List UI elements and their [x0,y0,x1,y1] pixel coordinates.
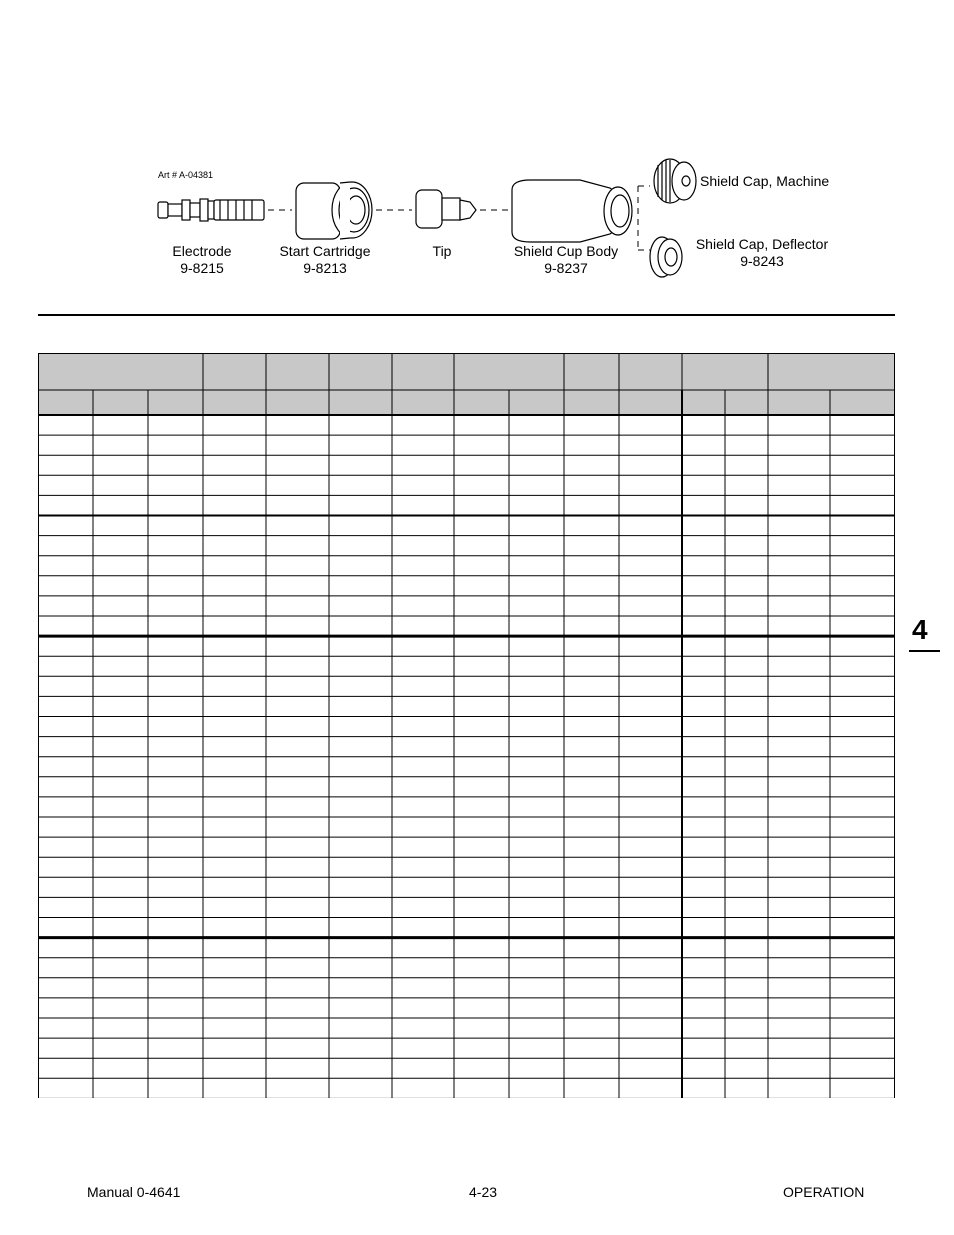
part-label-start-cartridge: Start Cartridge 9-8213 [279,243,371,276]
part-label-electrode: Electrode 9-8215 [172,243,232,276]
section-tab-underline [909,650,940,652]
part-label-tip: Tip [432,243,452,259]
shield-cap-deflector-drawing [650,237,682,277]
part-label-shield-cap-deflector: Shield Cap, Deflector 9-8243 [695,236,829,269]
part-label-shield-cup-body: Shield Cup Body 9-8237 [513,243,619,276]
footer-section: OPERATION [783,1184,865,1200]
part-label-shield-cap-machine: Shield Cap, Machine [700,173,830,189]
start-cartridge-drawing [296,182,372,239]
footer-page-number: 4-23 [469,1184,498,1200]
cut-chart-table [38,353,895,1098]
shield-cap-machine-drawing [654,159,696,203]
section-tab-number: 4 [912,614,928,645]
electrode-drawing [158,199,264,221]
section-rule [38,314,895,316]
art-number: Art # A-04381 [158,170,214,180]
tip-drawing [416,190,476,228]
footer-manual: Manual 0-4641 [87,1184,181,1200]
shield-cup-body-drawing [512,180,632,242]
table-header-fill [38,353,895,415]
